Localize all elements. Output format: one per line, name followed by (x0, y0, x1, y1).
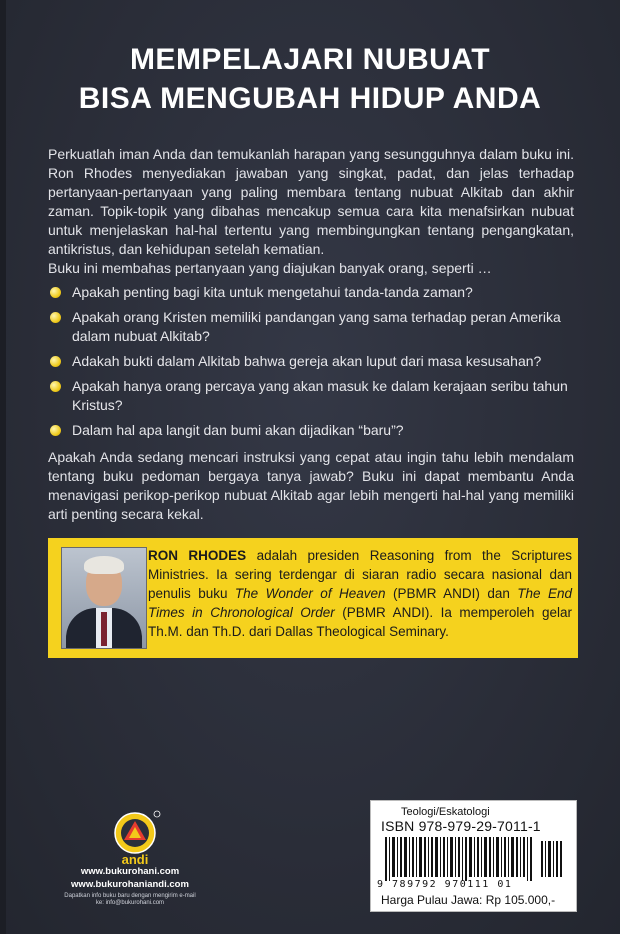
author-name: RON RHODES (148, 548, 247, 563)
question-item: Adakah bukti dalam Alkitab bahwa gereja akan luput dari masa kesusahan? (48, 352, 578, 371)
website-1: www.bukurohani.com (80, 866, 180, 877)
email-note: Dapatkan info buku baru dengan mengirim e-mail ke: info@bukurohani.com (64, 893, 196, 906)
price-label: Harga Pulau Jawa: Rp 105.000,- (381, 893, 556, 907)
category-label: Teologi/Eskatologi (401, 806, 490, 818)
bullet-icon (50, 381, 61, 392)
bullet-icon (50, 425, 61, 436)
intro-paragraph: Perkuatlah iman Anda dan temukanlah harapan yang sesungguhnya dalam buku ini. Ron Rhodes menyediakan jawaban yang singkat, padat, dan jelas terhadap pertanyaan-pertanyaan yang paling membara tentang nubuat Alkitab dan akhir zaman. Topik-topik yang dibahas mencakup semua cara kita menafsirkan nubuat untuk menjelaskan hal-hal tertentu yang membingungkan tentang pengangkatan, antikristus, dan kehidupan setelah kematian. (48, 146, 574, 257)
headline-line-2: BISA MENGUBAH HIDUP ANDA (78, 82, 542, 115)
author-photo (61, 547, 147, 649)
book-title-1: The Wonder of Heaven (234, 586, 386, 601)
question-list (48, 277, 578, 440)
barcode (383, 837, 565, 881)
question-item: Apakah orang Kristen memiliki pandangan yang sama terhadap peran Amerika dalam nubuat Alkitab? (48, 308, 578, 346)
bullet-icon (50, 356, 61, 367)
headline-line-1: MEMPELAJARI NUBUAT (129, 43, 491, 76)
barcode-digits: 9 789792 970111 01 (377, 879, 513, 890)
questions-lead: Buku ini membahas pertanyaan yang diajukan banyak orang, seperti … (48, 260, 492, 276)
bullet-icon (50, 287, 61, 298)
question-item: Apakah penting bagi kita untuk mengetahui tanda-tanda zaman? (48, 283, 578, 302)
book-title-2: The End Times in Chronological Order (148, 586, 572, 620)
author-box (48, 538, 578, 658)
author-bio: RON RHODES adalah presiden Reasoning from the Scriptures Ministries. Ia sering terdengar di siaran radio secara nasional dan penulis buku The Wonder of Heaven (PBMR ANDI) dan The End Times in Chronological Order (PBMR ANDI). Ia memperoleh gelar Th.M. dan Th.D. dari Dallas Theological Seminary. (148, 548, 572, 639)
website-2: www.bukurohaniandi.com (71, 879, 189, 890)
logo-text: andi (121, 852, 149, 867)
question-item: Apakah hanya orang percaya yang akan masuk ke dalam kerajaan seribu tahun Kristus? (48, 377, 578, 415)
closing-paragraph: Apakah Anda sedang mencari instruksi yang cepat atau ingin tahu lebih mendalam tentang buku pedoman bergaya tanya jawab? Buku ini dapat membantu Anda menavigasi perikop-perikop nubuat Alkitab agar lebih mengerti hal-hal yang memiliki arti penting secara kekal. (48, 449, 574, 522)
bullet-icon (50, 312, 61, 323)
spine-edge (0, 0, 6, 934)
question-item: Dalam hal apa langit dan bumi akan dijadikan “baru”? (48, 421, 578, 440)
isbn-box (370, 800, 577, 912)
isbn-number: ISBN 978-979-29-7011-1 (381, 818, 541, 834)
publisher-logo (100, 808, 170, 868)
